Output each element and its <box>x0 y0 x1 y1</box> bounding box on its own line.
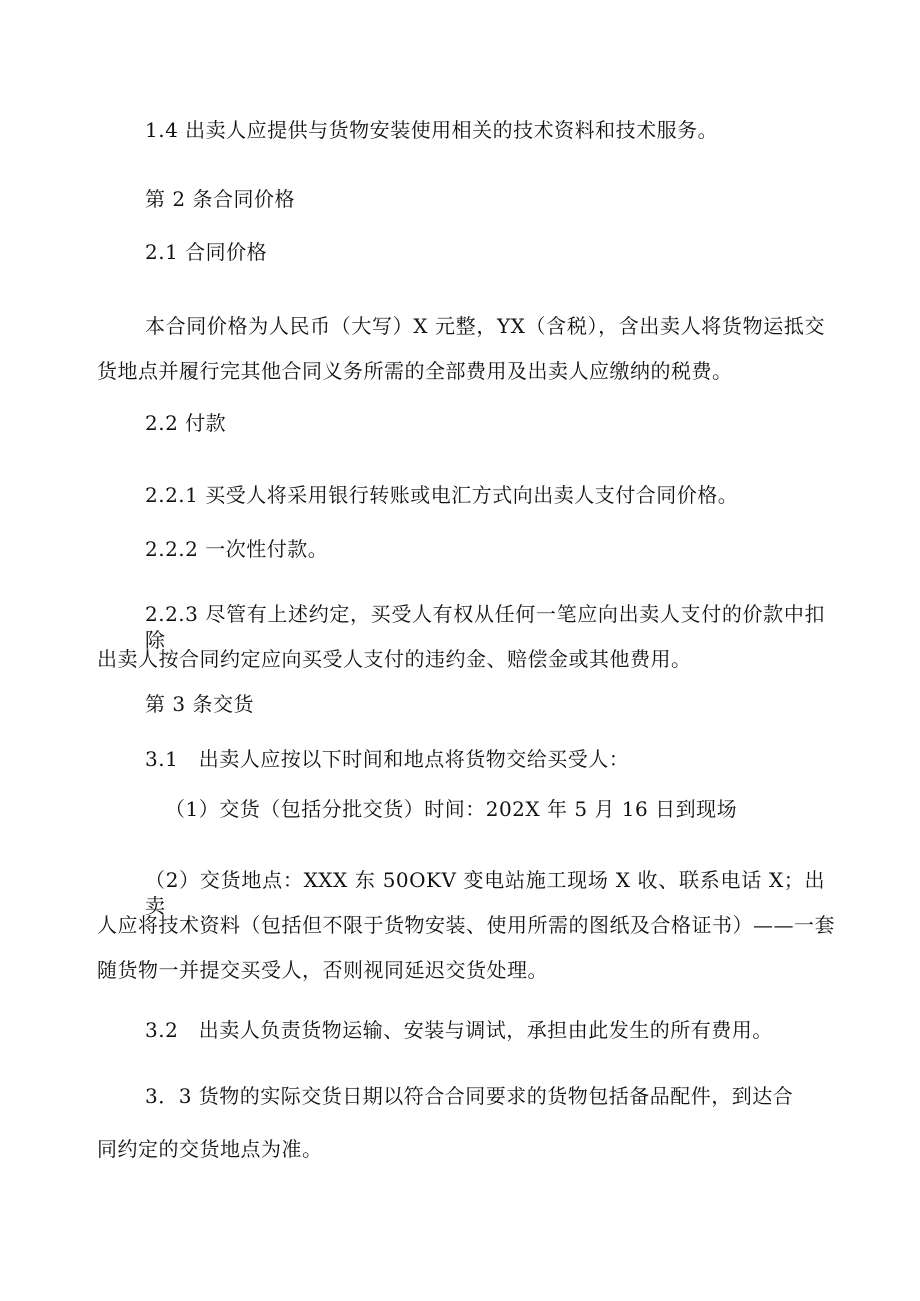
clause-2-2-3-line-2: 出卖人按合同约定应向买受人支付的违约金、赔偿金或其他费用。 <box>97 647 692 671</box>
clause-2-2-title: 2.2 付款 <box>145 411 227 435</box>
clause-3-1-item-2-line-2: 人应将技术资料（包括但不限于货物安装、使用所需的图纸及合格证书）——一套 <box>97 913 835 937</box>
clause-3-1-item-1: （1）交货（包括分批交货）时间：202X 年 5 月 16 日到现场 <box>165 797 738 821</box>
clause-3-2: 3.2 出卖人负责货物运输、安装与调试，承担由此发生的所有费用。 <box>145 1018 773 1042</box>
clause-3-1-item-2-line-1: （2）交货地点：XXX 东 50OKV 变电站施工现场 X 收、联系电话 X；出卖 <box>145 868 825 918</box>
clause-2-1-line-2: 货地点并履行完其他合同义务所需的全部费用及出卖人应缴纳的税费。 <box>97 359 733 383</box>
section-3-title: 第 3 条交货 <box>145 692 254 716</box>
clause-2-2-2: 2.2.2 一次性付款。 <box>145 537 329 561</box>
clause-3-1-item-2-line-3: 随货物一并提交买受人，否则视同延迟交货处理。 <box>97 958 548 982</box>
clause-3-3-line-2: 同约定的交货地点为准。 <box>97 1137 323 1161</box>
clause-2-2-3-line-1: 2.2.3 尽管有上述约定，买受人有权从任何一笔应向出卖人支付的价款中扣除 <box>145 602 825 652</box>
clause-2-1-line-1: 本合同价格为人民币（大写）X 元整，YX（含税），含出卖人将货物运抵交 <box>145 314 825 338</box>
clause-1-4: 1.4 出卖人应提供与货物安装使用相关的技术资料和技术服务。 <box>145 118 719 142</box>
clause-3-3-line-1: 3．3 货物的实际交货日期以符合合同要求的货物包括备品配件，到达合 <box>145 1084 794 1108</box>
section-2-title: 第 2 条合同价格 <box>145 187 295 211</box>
clause-3-1: 3.1 出卖人应按以下时间和地点将货物交给买受人： <box>145 747 630 771</box>
clause-2-2-1: 2.2.1 买受人将采用银行转账或电汇方式向出卖人支付合同价格。 <box>145 483 739 507</box>
clause-2-1-title: 2.1 合同价格 <box>145 240 268 264</box>
